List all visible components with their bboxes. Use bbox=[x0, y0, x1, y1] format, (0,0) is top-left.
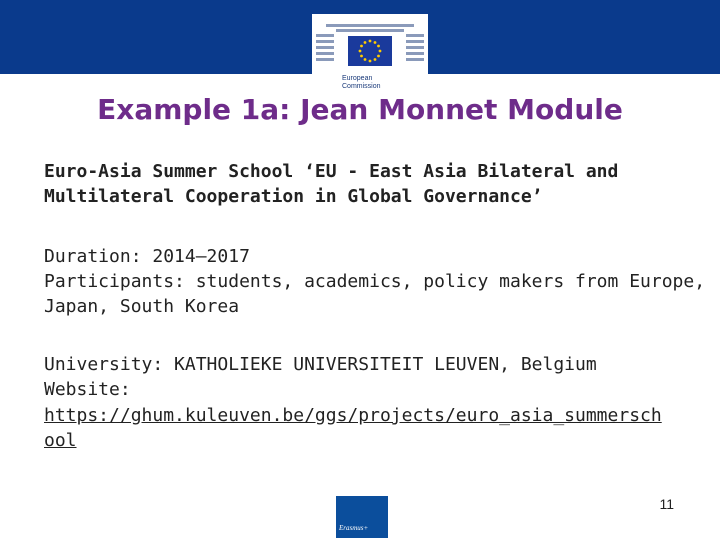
participants-line1: Participants: students, academics, policy makers from Europe, bbox=[44, 271, 706, 292]
university-text: University: KATHOLIEKE UNIVERSITEIT LEUVEN, Belgium bbox=[44, 354, 597, 375]
page-number: 11 bbox=[659, 496, 674, 512]
erasmus-logo-text: Erasmus+ bbox=[339, 524, 369, 532]
slide-title: Example 1a: Jean Monnet Module bbox=[97, 93, 623, 126]
duration-text: Duration: 2014–2017 bbox=[44, 246, 250, 267]
summer-school-title-line2: Multilateral Cooperation in Global Governance’ bbox=[44, 186, 543, 207]
summer-school-title-line1: Euro-Asia Summer School ‘EU - East Asia Bilateral and bbox=[44, 161, 619, 182]
logo-text-commission: Commission bbox=[342, 83, 381, 90]
website-label: Website: bbox=[44, 379, 131, 400]
european-commission-logo bbox=[312, 14, 428, 98]
website-link-line2[interactable]: ool bbox=[44, 430, 77, 451]
participants-line2: Japan, South Korea bbox=[44, 296, 240, 317]
erasmus-plus-logo bbox=[336, 496, 388, 538]
logo-text-european: European bbox=[342, 75, 373, 82]
website-link-line1[interactable]: https://ghum.kuleuven.be/ggs/projects/euro_asia_summersch bbox=[44, 405, 662, 426]
